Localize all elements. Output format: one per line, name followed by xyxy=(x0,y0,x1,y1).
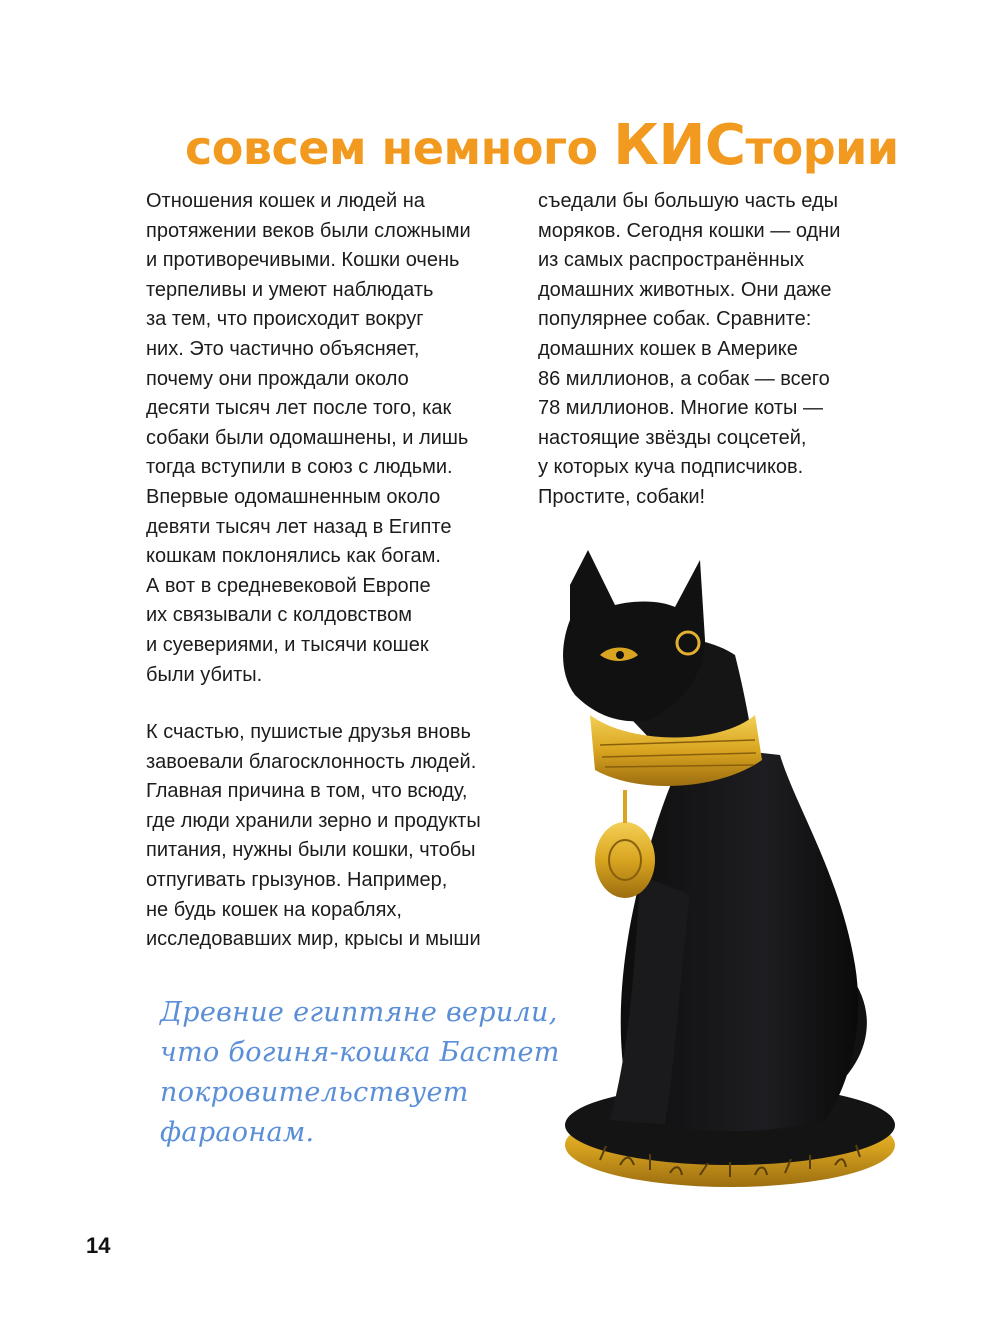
handwritten-note: Древние египтяне верили, что богиня-кошка Бастет покровительствует фараонам. xyxy=(160,997,560,1148)
paragraph-1: Отношения кошек и людей на протяжении веков были сложными и противоречивыми. Кошки очень терпеливы и умеют наблюдать за тем, что происходит вокруг них. Это частично объясняет, почему они прождали около десяти тысяч лет после того, как собаки были одомашнены, и лишь тогда вступили в союз с людьми. Впервые одомашненным около девяти тысяч лет назад в Египте кошкам поклонялись как богам. А вот в средневековой Европе их связывали с колдовством и суевериями, и тысячи кошек были убиты. xyxy=(146,190,471,686)
paragraph-3: съедали бы большую часть еды моряков. Сегодня кошки — одни из самых распространённых домашних животных. Они даже популярнее собак. Сравните: домашних кошек в Америке 86 миллионов, а собак — всего 78 миллионов. Многие коты — настоящие звёзды соцсетей, у которых куча подписчиков. Простите, собаки! xyxy=(538,190,841,508)
title-part-3: тории xyxy=(745,121,899,175)
page-title xyxy=(185,113,905,178)
paragraph-2: К счастью, пушистые друзья вновь завоевали благосклонность людей. Главная причина в том, что всюду, где люди хранили зерно и продукты питания, нужны были кошки, чтобы отпугивать грызунов. Например, не будь кошек на кораблях, исследовавших мир, крысы и мыши xyxy=(146,721,481,951)
page-number: 14 xyxy=(86,1233,111,1258)
statue-pendant xyxy=(595,822,655,898)
title-part-1: совсем немного xyxy=(185,121,614,175)
left-column xyxy=(146,187,506,955)
title-part-2: КИС xyxy=(613,113,746,178)
bastet-cat-statue-icon xyxy=(540,545,920,1225)
right-column xyxy=(538,187,898,513)
